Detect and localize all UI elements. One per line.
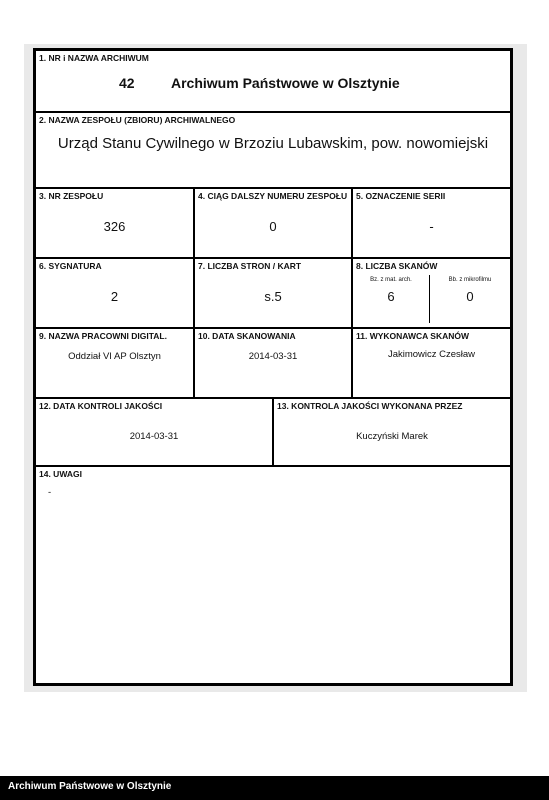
field-archive xyxy=(35,50,511,112)
scan-count-microfilm-label: Bb. z mikrofilmu xyxy=(448,277,492,283)
scan-operator: Jakimowicz Czesław xyxy=(387,349,476,360)
archive-name: Archiwum Państwowe w Olsztynie xyxy=(171,75,400,91)
field-fonds-number-continuation xyxy=(194,188,352,258)
fonds-number-continuation: 0 xyxy=(269,219,277,234)
page-count: s.5 xyxy=(264,289,282,304)
field-archive-label: 1. NR i NAZWA ARCHIWUM xyxy=(39,53,149,63)
digitization-lab: Oddział VI AP Olsztyn xyxy=(68,351,161,362)
footer-archive-name: Archiwum Państwowe w Olsztynie xyxy=(8,781,172,792)
scan-count-archival-label: Bz. z mat. arch. xyxy=(370,277,412,283)
fonds-number: 326 xyxy=(103,219,126,234)
scan-count-archival: 6 xyxy=(387,289,395,304)
field-remarks-label: 14. UWAGI xyxy=(39,469,82,479)
field-quality-check-by xyxy=(273,398,511,466)
field-scan-operator-label: 11. WYKONAWCA SKANÓW xyxy=(356,331,470,341)
field-scan-date xyxy=(194,328,352,398)
field-scan-operator xyxy=(352,328,511,398)
quality-check-by: Kuczyński Marek xyxy=(356,431,428,442)
field-series-designation xyxy=(352,188,511,258)
field-fonds-number-label: 3. NR ZESPOŁU xyxy=(39,191,104,201)
field-quality-check-date-label: 12. DATA KONTROLI JAKOŚCI xyxy=(39,401,163,411)
metadata-card xyxy=(33,48,513,686)
remarks: - xyxy=(48,487,52,498)
series-designation: - xyxy=(429,219,434,234)
field-quality-check-by-label: 13. KONTROLA JAKOŚCI WYKONANA PRZEZ xyxy=(277,401,463,411)
field-scan-count-label: 8. LICZBA SKANÓW xyxy=(356,261,438,271)
archive-number: 42 xyxy=(119,75,135,91)
field-page-count xyxy=(194,258,352,328)
scan-date: 2014-03-31 xyxy=(248,351,298,362)
field-series-designation-label: 5. OZNACZENIE SERII xyxy=(356,191,446,201)
field-signature xyxy=(35,258,194,328)
field-signature-label: 6. SYGNATURA xyxy=(39,261,102,271)
field-fonds-number xyxy=(35,188,194,258)
quality-check-date: 2014-03-31 xyxy=(129,431,179,442)
signature: 2 xyxy=(110,289,119,304)
field-fonds-number-continuation-label: 4. CIĄG DALSZY NUMERU ZESPOŁU xyxy=(198,191,348,201)
field-scan-count xyxy=(352,258,511,328)
field-digitization-lab xyxy=(35,328,194,398)
field-quality-check-date xyxy=(35,398,273,466)
field-scan-date-label: 10. DATA SKANOWANIA xyxy=(198,331,296,341)
scan-count-microfilm: 0 xyxy=(466,289,474,304)
field-fonds-name xyxy=(35,112,511,188)
fonds-name: Urząd Stanu Cywilnego w Brzoziu Lubawskim, pow. nowomiejski xyxy=(57,135,489,152)
field-page-count-label: 7. LICZBA STRON / KART xyxy=(198,261,302,271)
field-remarks xyxy=(35,466,511,684)
field-digitization-lab-label: 9. NAZWA PRACOWNI DIGITAL. xyxy=(39,331,167,341)
field-fonds-name-label: 2. NAZWA ZESPOŁU (ZBIORU) ARCHIWALNEGO xyxy=(39,115,236,125)
footer-bar xyxy=(0,776,549,800)
